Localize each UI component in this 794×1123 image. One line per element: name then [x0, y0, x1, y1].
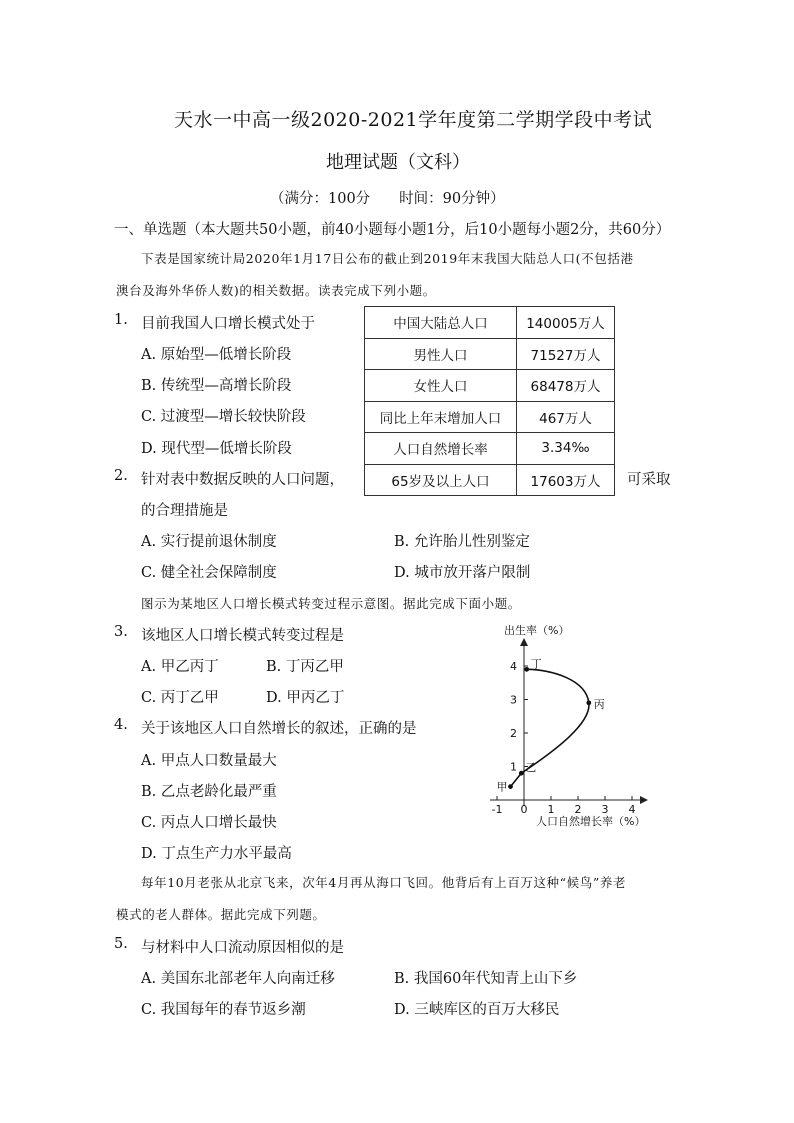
x-tick-label: 4	[628, 803, 636, 816]
q1-option-b: B. 传统型—高增长阶段	[141, 378, 292, 394]
x-tick-label: -1	[491, 803, 503, 816]
subject-title: 地理试题（文科）	[326, 152, 470, 173]
paper-title: 天水一中高一级2020-2021学年度第二学期学段中考试	[174, 109, 653, 131]
q3-option-c: C. 丙丁乙甲	[141, 690, 219, 706]
intro3-line1: 每年10月老张从北京飞来，次年4月再从海口飞回。他背后有上百万这种“候鸟”养老	[141, 875, 627, 890]
table-row	[365, 338, 615, 370]
exam-meta: （满分：100分 时间：90分钟）	[270, 191, 505, 207]
data-point	[519, 771, 524, 776]
x-tick-label: 3	[601, 803, 609, 816]
q2-stem-part2: 的合理措施是	[141, 503, 228, 519]
table-cell-key: 人口自然增长率	[365, 433, 517, 465]
table-row	[365, 370, 615, 402]
data-point	[524, 667, 529, 672]
table-row	[365, 307, 615, 339]
intro1-line2: 澳台及海外华侨人数)的相关数据。读表完成下列小题。	[116, 283, 436, 298]
q5-option-a: A. 美国东北部老年人向南迁移	[141, 971, 335, 987]
population-table	[364, 306, 615, 496]
x-axis-label: 人口自然增长率（%）	[536, 815, 646, 828]
table-cell-value: 3.34‰	[517, 433, 615, 465]
point-label: 丁	[530, 657, 542, 671]
table-cell-value: 17603万人	[517, 464, 615, 496]
q2-option-b: B. 允许胎儿性别鉴定	[394, 534, 530, 550]
table-cell-value: 140005万人	[517, 307, 615, 339]
q1-option-a: A. 原始型—低增长阶段	[141, 347, 292, 363]
y-axis-label: 出生率（%）	[504, 624, 570, 637]
table-cell-key: 女性人口	[365, 370, 517, 402]
x-tick-label: 0	[520, 803, 528, 816]
table-cell-key: 男性人口	[365, 338, 517, 370]
y-tick-label: 1	[510, 760, 517, 774]
q4-number: 4.	[114, 717, 128, 733]
point-label: 甲	[496, 780, 508, 794]
x-tick-label: 1	[547, 803, 555, 816]
y-tick-label: 3	[510, 693, 517, 707]
q5-number: 5.	[114, 936, 128, 952]
q3-option-b: B. 丁丙乙甲	[266, 659, 344, 675]
q2-option-c: C. 健全社会保障制度	[141, 565, 277, 581]
population-transition-chart	[470, 622, 670, 842]
data-point	[508, 784, 513, 789]
table-cell-key: 65岁及以上人口	[365, 464, 517, 496]
x-tick-label: 2	[574, 803, 582, 816]
table-cell-value: 71527万人	[517, 338, 615, 370]
table-cell-value: 467万人	[517, 401, 615, 433]
table-row	[365, 433, 615, 465]
q3-stem: 该地区人口增长模式转变过程是	[141, 628, 344, 644]
q4-option-a: A. 甲点人口数量最大	[141, 753, 277, 769]
q1-option-c: C. 过渡型—增长较快阶段	[141, 409, 306, 425]
q3-number: 3.	[114, 624, 128, 640]
transition-curve	[511, 669, 589, 786]
q5-option-b: B. 我国60年代知青上山下乡	[394, 971, 578, 987]
section-heading: 一、单选题（本大题共50小题，前40小题每小题1分，后10小题每小题2分，共60分）	[114, 222, 671, 238]
q5-stem: 与材料中人口流动原因相似的是	[141, 940, 344, 956]
intro3-line2: 模式的老人群体。据此完成下列题。	[116, 907, 326, 922]
point-label: 丙	[593, 697, 605, 711]
q3-option-a: A. 甲乙丙丁	[141, 659, 219, 675]
y-tick-label: 4	[510, 660, 517, 673]
y-tick-label: 2	[510, 727, 517, 740]
q4-option-b: B. 乙点老龄化最严重	[141, 784, 277, 800]
q5-option-c: C. 我国每年的春节返乡潮	[141, 1002, 306, 1018]
q1-option-d: D. 现代型—低增长阶段	[141, 441, 292, 457]
table-row	[365, 401, 615, 433]
intro2: 图示为某地区人口增长模式转变过程示意图。据此完成下面小题。	[141, 596, 521, 611]
q4-stem: 关于该地区人口自然增长的叙述，正确的是	[141, 721, 417, 737]
q3-option-d: D. 甲丙乙丁	[266, 690, 345, 706]
q2-stem-part1: 针对表中数据反映的人口问题，	[141, 472, 344, 488]
q5-option-d: D. 三峡库区的百万大移民	[394, 1002, 560, 1018]
data-point	[586, 700, 591, 705]
table-cell-key: 同比上年末增加人口	[365, 401, 517, 433]
q1-number: 1.	[114, 312, 128, 328]
intro1-line1: 下表是国家统计局2020年1月17日公布的截止到2019年末我国大陆总人口(不包括港	[141, 251, 634, 266]
table-cell-value: 68478万人	[517, 370, 615, 402]
q4-option-d: D. 丁点生产力水平最高	[141, 846, 292, 862]
q2-option-d: D. 城市放开落户限制	[394, 565, 531, 581]
q1-stem: 目前我国人口增长模式处于	[141, 316, 315, 332]
q2-stem-tail: 可采取	[627, 472, 671, 488]
table-row	[365, 464, 615, 496]
q2-option-a: A. 实行提前退休制度	[141, 534, 277, 550]
q2-number: 2.	[114, 468, 128, 484]
table-cell-key: 中国大陆总人口	[365, 307, 517, 339]
q4-option-c: C. 丙点人口增长最快	[141, 815, 277, 831]
point-label: 乙	[525, 761, 537, 775]
